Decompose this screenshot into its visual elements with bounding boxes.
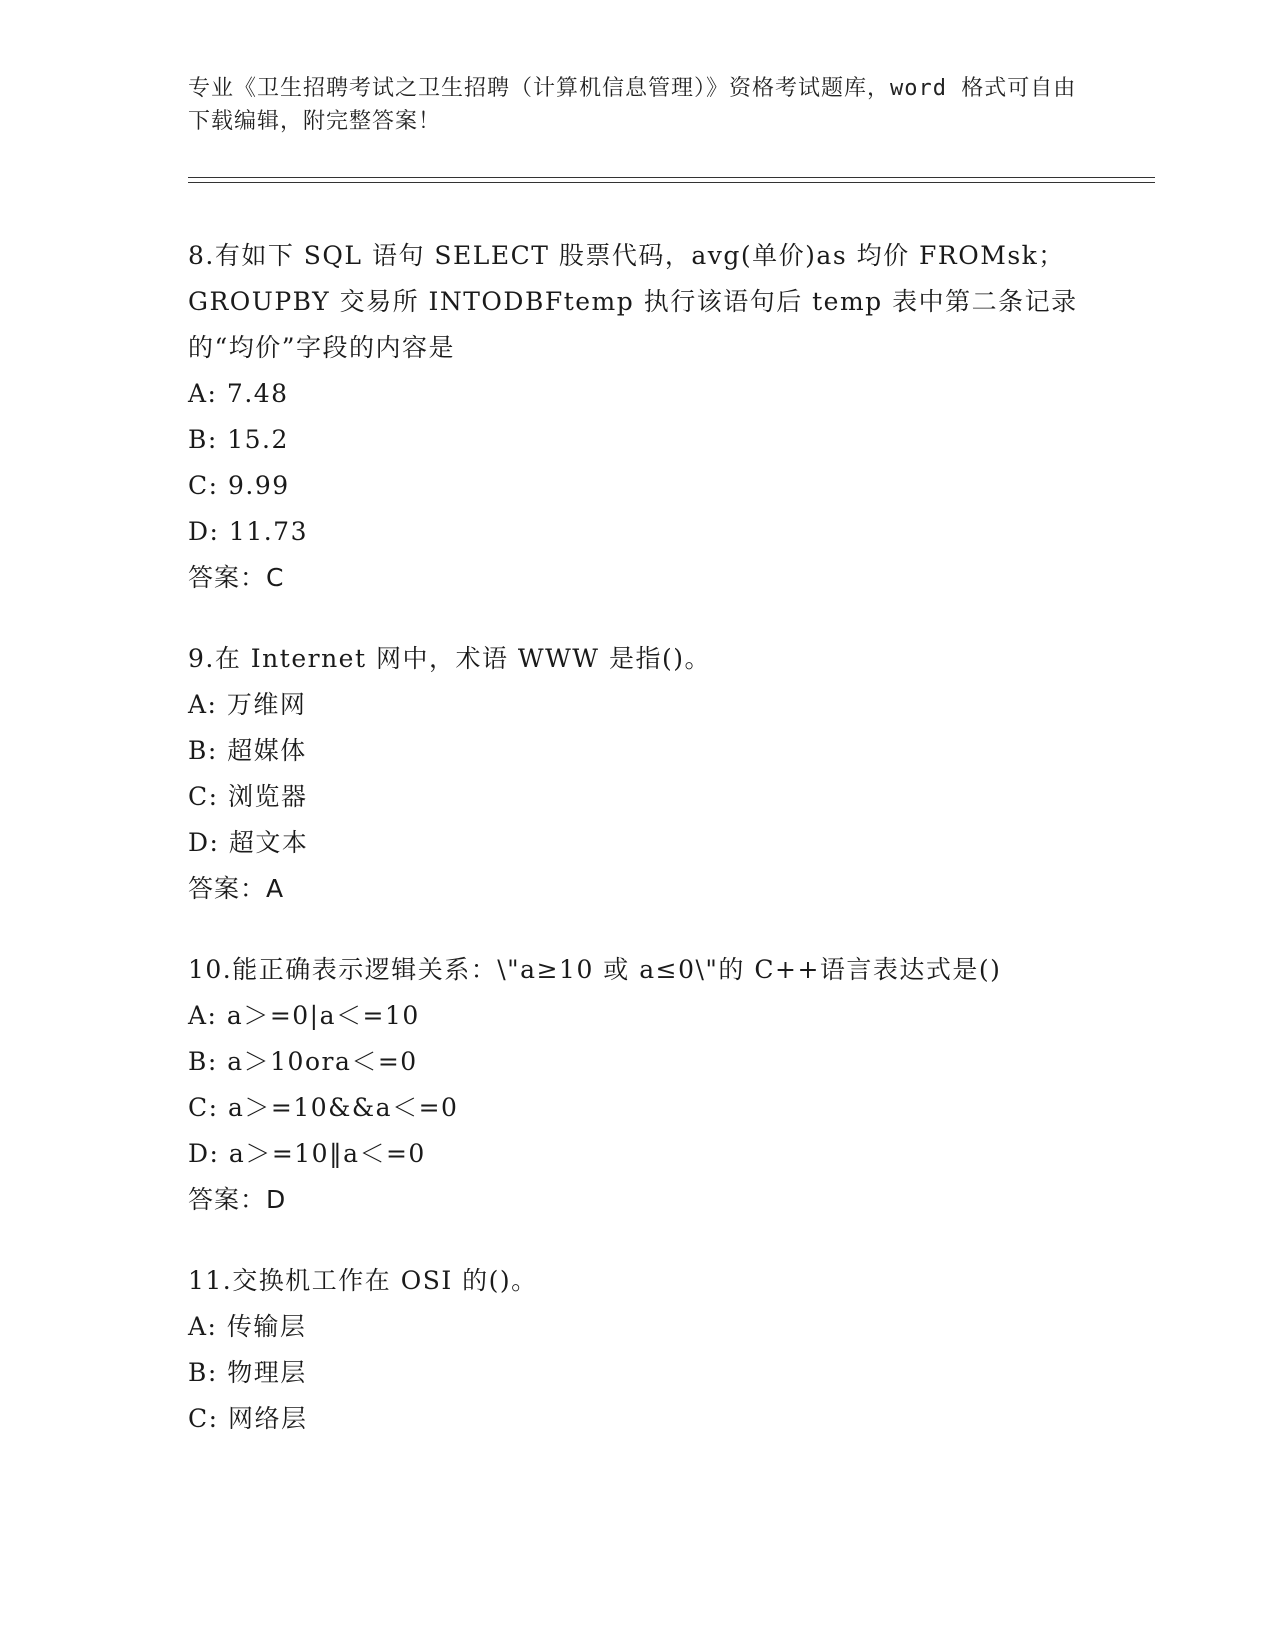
option-d: D: 11.73 xyxy=(188,517,308,546)
question-stem: 8.有如下 SQL 语句 SELECT 股票代码，avg(单价)as 均价 FROMsk；GROUPBY 交易所 INTODBFtemp 执行该语句后 temp 表中第二条记录的“均价”字段的内容是 xyxy=(188,241,1078,362)
option-b: B: 物理层 xyxy=(188,1358,307,1387)
question-11 xyxy=(188,1258,1088,1442)
answer-line: 答案：D xyxy=(188,1185,287,1214)
header-divider-top xyxy=(188,177,1155,178)
option-c: C: 9.99 xyxy=(188,471,290,500)
option-a: A: a＞=0|a＜=10 xyxy=(188,1001,420,1030)
question-10 xyxy=(188,947,1088,1223)
answer-line: 答案：A xyxy=(188,874,285,903)
option-b: B: a＞10ora＜=0 xyxy=(188,1047,418,1076)
question-stem: 9.在 Internet 网中，术语 WWW 是指()。 xyxy=(188,644,711,673)
option-b: B: 超媒体 xyxy=(188,736,307,765)
question-stem: 11.交换机工作在 OSI 的()。 xyxy=(188,1266,538,1295)
question-list xyxy=(188,233,1088,1477)
option-c: C: a＞=10&&a＜=0 xyxy=(188,1093,459,1122)
option-a: A: 7.48 xyxy=(188,379,289,408)
option-b: B: 15.2 xyxy=(188,425,289,454)
option-d: D: a＞=10‖a＜=0 xyxy=(188,1139,426,1168)
document-header: 专业《卫生招聘考试之卫生招聘（计算机信息管理）》资格考试题库，word 格式可自由下载编辑，附完整答案！ xyxy=(188,76,1077,134)
question-stem: 10.能正确表示逻辑关系：\"a≥10 或 a≤0\"的 C++语言表达式是() xyxy=(188,955,1002,984)
option-d: D: 超文本 xyxy=(188,828,309,857)
option-a: A: 万维网 xyxy=(188,690,307,719)
option-c: C: 网络层 xyxy=(188,1404,308,1433)
option-a: A: 传输层 xyxy=(188,1312,307,1341)
question-8 xyxy=(188,233,1088,601)
answer-line: 答案：C xyxy=(188,563,285,592)
option-c: C: 浏览器 xyxy=(188,782,308,811)
header-divider-bottom xyxy=(188,182,1155,183)
question-9 xyxy=(188,636,1088,912)
